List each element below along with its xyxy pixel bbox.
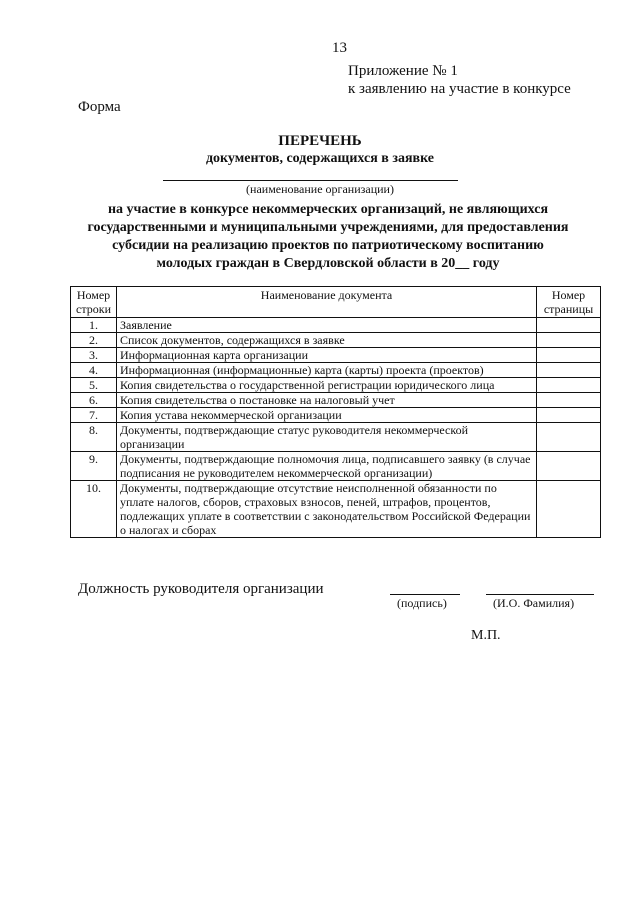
document-name: Заявление [117, 318, 537, 333]
row-number: 3. [71, 348, 117, 363]
row-number: 2. [71, 333, 117, 348]
header-document-name: Наименование документа [117, 287, 537, 318]
table-row [71, 393, 601, 408]
page-cell [537, 393, 601, 408]
document-name: Документы, подтверждающие отсутствие неисполненной обязанности по уплате налогов, сборов, страховых взносов, пеней, штрафов, процентов, подлежащих уплате в соответствии с законодательством Российской Федерации о налогах и сборах [117, 481, 537, 538]
stamp-placeholder: М.П. [471, 628, 501, 643]
table-row [71, 363, 601, 378]
table-row [71, 318, 601, 333]
table-row [71, 452, 601, 481]
page-cell [537, 378, 601, 393]
name-caption: (И.О. Фамилия) [493, 596, 575, 610]
page-cell [537, 333, 601, 348]
row-number: 8. [71, 423, 117, 452]
appendix-subtitle: к заявлению на участие в конкурсе [348, 81, 571, 97]
page-cell [537, 481, 601, 538]
document-heading: ПЕРЕЧЕНЬ [278, 133, 362, 149]
header-page-number: Номер страницы [537, 287, 601, 318]
table-row [71, 378, 601, 393]
row-number: 4. [71, 363, 117, 378]
organization-caption: (наименование организации) [246, 182, 394, 196]
purpose-line: субсидии на реализацию проектов по патриотическому воспитанию [112, 238, 544, 253]
row-number: 5. [71, 378, 117, 393]
purpose-line: молодых граждан в Свердловской области в 20__ году [156, 256, 500, 271]
page-cell [537, 363, 601, 378]
purpose-paragraph [60, 201, 596, 273]
table-row [71, 408, 601, 423]
document-name: Документы, подтверждающие статус руководителя некоммерческой организации [117, 423, 537, 452]
signature-line [390, 594, 460, 595]
document-name: Копия свидетельства о постановке на налоговый учет [117, 393, 537, 408]
document-name: Список документов, содержащихся в заявке [117, 333, 537, 348]
document-subheading: документов, содержащихся в заявке [205, 151, 435, 166]
page-cell [537, 348, 601, 363]
purpose-line: государственными и муниципальными учреждениями, для предоставления [87, 220, 569, 235]
documents-table [70, 286, 601, 538]
row-number: 7. [71, 408, 117, 423]
row-number: 6. [71, 393, 117, 408]
table-row [71, 423, 601, 452]
organization-name-line [163, 180, 458, 181]
table-row [71, 348, 601, 363]
name-line [486, 594, 594, 595]
table-header-row [71, 287, 601, 318]
signature-caption: (подпись) [397, 596, 447, 610]
page-cell [537, 423, 601, 452]
document-name: Документы, подтверждающие полномочия лица, подписавшего заявку (в случае подписания не руководителем некоммерческой организации) [117, 452, 537, 481]
row-number: 9. [71, 452, 117, 481]
page-cell [537, 408, 601, 423]
table-row [71, 481, 601, 538]
document-name: Информационная (информационные) карта (карты) проекта (проектов) [117, 363, 537, 378]
form-label: Форма [78, 99, 121, 115]
table-row [71, 333, 601, 348]
header-row-number: Номер строки [71, 287, 117, 318]
page-cell [537, 452, 601, 481]
row-number: 10. [71, 481, 117, 538]
document-name: Копия свидетельства о государственной регистрации юридического лица [117, 378, 537, 393]
page-cell [537, 318, 601, 333]
appendix-title: Приложение № 1 [348, 63, 458, 79]
document-name: Копия устава некоммерческой организации [117, 408, 537, 423]
signatory-position-label: Должность руководителя организации [78, 581, 324, 597]
document-name: Информационная карта организации [117, 348, 537, 363]
purpose-line: на участие в конкурсе некоммерческих организаций, не являющихся [107, 202, 549, 217]
row-number: 1. [71, 318, 117, 333]
page-number: 13 [332, 40, 347, 56]
